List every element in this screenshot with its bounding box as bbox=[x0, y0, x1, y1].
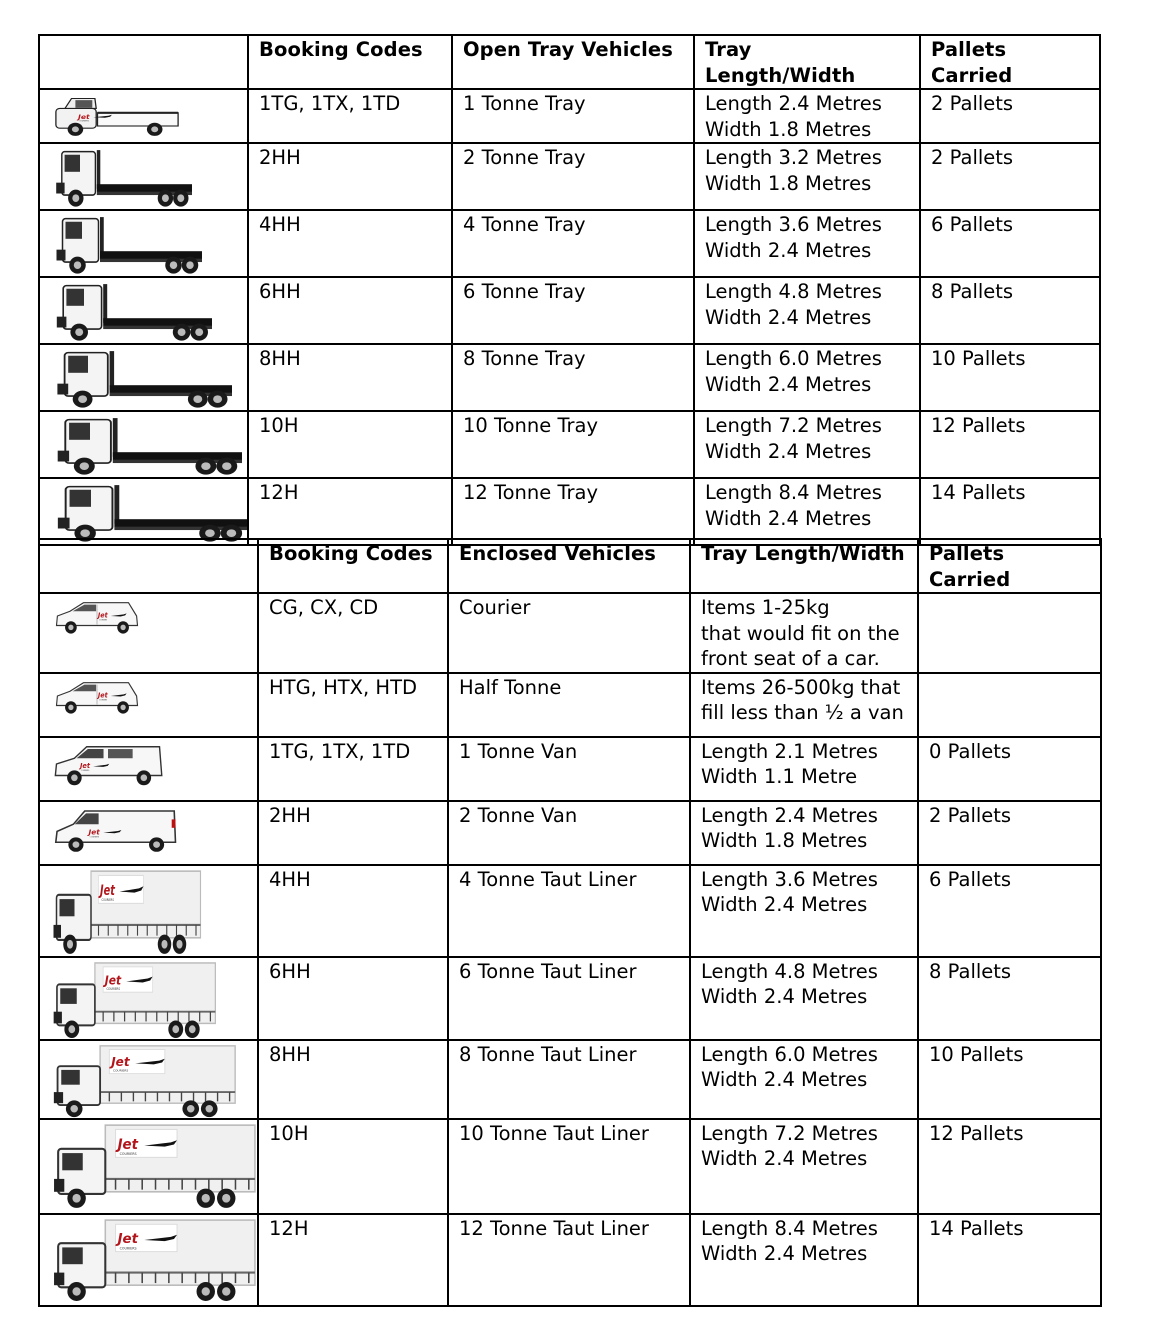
small-van-icon bbox=[40, 674, 257, 715]
dims-line: Width 1.8 Metres bbox=[705, 171, 872, 195]
tray-truck-icon bbox=[40, 211, 247, 276]
header-booking-codes: Booking Codes bbox=[258, 539, 448, 593]
dims-line: Width 2.4 Metres bbox=[705, 238, 872, 262]
svg-text:COURIERS: COURIERS bbox=[81, 769, 90, 772]
svg-text:Jet: Jet bbox=[104, 972, 122, 988]
dims-line: Width 2.4 Metres bbox=[705, 439, 872, 463]
vehicle-name-cell: 12 Tonne Tray bbox=[452, 478, 694, 545]
pallets-cell: 2 Pallets bbox=[920, 89, 1100, 143]
vehicle-image-cell bbox=[39, 1040, 258, 1119]
table-row bbox=[39, 344, 1100, 411]
svg-text:COURIERS: COURIERS bbox=[89, 836, 100, 838]
booking-code-cell: 2HH bbox=[258, 801, 448, 865]
header-tray-length-width: Tray Length/Width bbox=[694, 35, 920, 89]
pallets-cell: 14 Pallets bbox=[920, 478, 1100, 545]
dims-line: Width 2.4 Metres bbox=[701, 893, 868, 916]
taut-liner-truck-icon bbox=[40, 1215, 257, 1302]
length-width-cell bbox=[690, 737, 918, 801]
dims-line: Length 8.4 Metres bbox=[705, 481, 882, 504]
vehicle-name-cell: 10 Tonne Taut Liner bbox=[448, 1119, 690, 1214]
svg-text:Jet: Jet bbox=[88, 826, 100, 836]
header-image-cell bbox=[39, 35, 248, 89]
pallets-cell: 12 Pallets bbox=[920, 411, 1100, 478]
vehicle-image-cell bbox=[39, 411, 248, 478]
booking-code-cell: 6HH bbox=[258, 957, 448, 1040]
vehicle-name-cell: 8 Tonne Tray bbox=[452, 344, 694, 411]
header-pallets-carried: Pallets Carried bbox=[918, 539, 1101, 593]
dims-line: Width 2.4 Metres bbox=[701, 1068, 868, 1091]
table-header-row bbox=[39, 539, 1101, 593]
length-width-cell bbox=[694, 344, 920, 411]
dims-line: Width 1.1 Metre bbox=[701, 765, 858, 788]
vehicle-image-cell bbox=[39, 673, 258, 737]
dims-line: Length 2.4 Metres bbox=[705, 92, 882, 115]
dims-line: Length 6.0 Metres bbox=[705, 347, 882, 370]
length-width-cell bbox=[694, 277, 920, 344]
svg-text:Jet: Jet bbox=[80, 761, 91, 770]
vehicle-image-cell bbox=[39, 89, 248, 143]
length-width-cell bbox=[690, 1040, 918, 1119]
booking-code-cell: 4HH bbox=[258, 865, 448, 957]
ute-tray-icon bbox=[40, 90, 247, 137]
length-width-cell bbox=[694, 210, 920, 277]
svg-text:COURIERS: COURIERS bbox=[119, 1245, 137, 1251]
vehicle-image-cell bbox=[39, 865, 258, 957]
dims-line: Items 26-500kg that bbox=[701, 675, 901, 699]
svg-text:Jet: Jet bbox=[111, 1054, 130, 1069]
taut-liner-truck-icon bbox=[40, 958, 257, 1039]
table-row bbox=[39, 478, 1100, 545]
vehicle-image-cell bbox=[39, 478, 248, 545]
dims-line: Width 1.8 Metres bbox=[701, 829, 868, 852]
table-row bbox=[39, 411, 1100, 478]
table-row bbox=[39, 865, 1101, 957]
booking-code-cell: 1TG, 1TX, 1TD bbox=[258, 737, 448, 801]
length-width-cell bbox=[690, 865, 918, 957]
pallets-cell: 6 Pallets bbox=[920, 210, 1100, 277]
vehicle-image-cell bbox=[39, 1119, 258, 1214]
booking-code-cell: 8HH bbox=[258, 1040, 448, 1119]
dims-line: Length 4.8 Metres bbox=[705, 280, 882, 303]
dims-line: Length 2.1 Metres bbox=[701, 739, 878, 763]
table-row bbox=[39, 210, 1100, 277]
taut-liner-truck-icon bbox=[40, 1120, 257, 1209]
vehicle-image-cell bbox=[39, 593, 258, 673]
vehicle-name-cell: 1 Tonne Tray bbox=[452, 89, 694, 143]
pallets-cell: 10 Pallets bbox=[920, 344, 1100, 411]
table-header-row bbox=[39, 35, 1100, 89]
open-tray-vehicles-table bbox=[38, 34, 1101, 546]
vehicle-image-cell bbox=[39, 801, 258, 865]
length-width-cell bbox=[690, 673, 918, 737]
length-width-cell bbox=[690, 1214, 918, 1306]
svg-text:Jet: Jet bbox=[78, 112, 90, 121]
dims-line: Width 2.4 Metres bbox=[705, 372, 872, 396]
pallets-cell: 6 Pallets bbox=[918, 865, 1101, 957]
pallets-cell: 14 Pallets bbox=[918, 1214, 1101, 1306]
booking-code-cell: CG, CX, CD bbox=[258, 593, 448, 673]
length-width-cell bbox=[694, 89, 920, 143]
svg-text:Jet: Jet bbox=[97, 690, 108, 700]
booking-code-cell: 6HH bbox=[248, 277, 452, 344]
vehicle-image-cell bbox=[39, 957, 258, 1040]
booking-code-cell: 12H bbox=[248, 478, 452, 545]
booking-code-cell: 10H bbox=[258, 1119, 448, 1214]
header-booking-codes: Booking Codes bbox=[248, 35, 452, 89]
dims-line: front seat of a car. bbox=[701, 647, 880, 670]
vehicle-name-cell: Half Tonne bbox=[448, 673, 690, 737]
dims-line: Width 2.4 Metres bbox=[705, 305, 872, 329]
enclosed-vehicles-table bbox=[38, 538, 1102, 1307]
vehicle-image-cell bbox=[39, 344, 248, 411]
length-width-cell bbox=[690, 957, 918, 1040]
dims-line: Length 3.6 Metres bbox=[701, 867, 878, 891]
booking-code-cell: 12H bbox=[258, 1214, 448, 1306]
length-width-cell bbox=[694, 143, 920, 210]
pallets-cell: 10 Pallets bbox=[918, 1040, 1101, 1119]
taut-liner-truck-icon bbox=[40, 866, 257, 955]
table-row bbox=[39, 143, 1100, 210]
svg-text:Jet: Jet bbox=[117, 1230, 138, 1247]
dims-line: Length 6.0 Metres bbox=[701, 1042, 878, 1066]
vehicle-image-cell bbox=[39, 143, 248, 210]
pallets-cell: 12 Pallets bbox=[918, 1119, 1101, 1214]
tray-truck-icon bbox=[40, 412, 247, 477]
table-row bbox=[39, 89, 1100, 143]
booking-code-cell: 8HH bbox=[248, 344, 452, 411]
svg-text:COURIERS: COURIERS bbox=[98, 699, 107, 702]
dims-line: Length 7.2 Metres bbox=[701, 1121, 878, 1145]
pallets-cell: 2 Pallets bbox=[920, 143, 1100, 210]
dims-line: Length 8.4 Metres bbox=[701, 1216, 878, 1240]
table-row bbox=[39, 957, 1101, 1040]
dims-line: Items 1-25kg bbox=[701, 596, 830, 619]
table-row bbox=[39, 673, 1101, 737]
dims-line: Length 3.6 Metres bbox=[705, 213, 882, 236]
length-width-cell bbox=[694, 478, 920, 545]
table-row bbox=[39, 1040, 1101, 1119]
dims-line: Length 3.2 Metres bbox=[705, 146, 882, 169]
tray-truck-icon bbox=[40, 278, 247, 343]
table-row bbox=[39, 801, 1101, 865]
table-row bbox=[39, 277, 1100, 344]
header-enclosed-vehicles: Enclosed Vehicles bbox=[448, 539, 690, 593]
svg-text:Jet: Jet bbox=[97, 611, 108, 620]
pallets-cell bbox=[918, 673, 1101, 737]
vehicle-image-cell bbox=[39, 1214, 258, 1306]
length-width-cell bbox=[690, 593, 918, 673]
vehicle-name-cell: 10 Tonne Tray bbox=[452, 411, 694, 478]
dims-line: Length 7.2 Metres bbox=[705, 414, 882, 437]
svg-text:COURIERS: COURIERS bbox=[101, 897, 114, 902]
vehicle-name-cell: 1 Tonne Van bbox=[448, 737, 690, 801]
large-van-icon bbox=[40, 802, 257, 853]
svg-text:COURIERS: COURIERS bbox=[79, 120, 89, 123]
vehicle-name-cell: 12 Tonne Taut Liner bbox=[448, 1214, 690, 1306]
table-row bbox=[39, 593, 1101, 673]
van-icon bbox=[40, 738, 257, 787]
svg-text:COURIERS: COURIERS bbox=[106, 986, 121, 991]
dims-line: Width 2.4 Metres bbox=[701, 1242, 868, 1265]
dims-line: that would fit on the bbox=[701, 621, 900, 645]
header-open-tray-vehicles: Open Tray Vehicles bbox=[452, 35, 694, 89]
booking-code-cell: 10H bbox=[248, 411, 452, 478]
table-row bbox=[39, 737, 1101, 801]
dims-line: Width 2.4 Metres bbox=[705, 506, 872, 530]
vehicle-name-cell: 4 Tonne Taut Liner bbox=[448, 865, 690, 957]
svg-text:COURIERS: COURIERS bbox=[98, 619, 107, 622]
svg-text:COURIERS: COURIERS bbox=[113, 1068, 129, 1073]
booking-code-cell: 2HH bbox=[248, 143, 452, 210]
length-width-cell bbox=[690, 1119, 918, 1214]
vehicle-name-cell: 6 Tonne Taut Liner bbox=[448, 957, 690, 1040]
vehicle-name-cell: 4 Tonne Tray bbox=[452, 210, 694, 277]
header-tray-length-width: Tray Length/Width bbox=[690, 539, 918, 593]
booking-code-cell: 4HH bbox=[248, 210, 452, 277]
dims-line: Length 4.8 Metres bbox=[701, 959, 878, 983]
table-row bbox=[39, 1214, 1101, 1306]
dims-line: Length 2.4 Metres bbox=[701, 803, 878, 827]
vehicle-name-cell: 2 Tonne Tray bbox=[452, 143, 694, 210]
tray-truck-icon bbox=[40, 479, 247, 544]
vehicle-name-cell: 6 Tonne Tray bbox=[452, 277, 694, 344]
vehicle-name-cell: 8 Tonne Taut Liner bbox=[448, 1040, 690, 1119]
dims-line: Width 2.4 Metres bbox=[701, 1147, 868, 1170]
pallets-cell: 8 Pallets bbox=[918, 957, 1101, 1040]
booking-code-cell: 1TG, 1TX, 1TD bbox=[248, 89, 452, 143]
dims-line: Width 1.8 Metres bbox=[705, 117, 872, 141]
header-image-cell bbox=[39, 539, 258, 593]
length-width-cell bbox=[690, 801, 918, 865]
vehicle-image-cell bbox=[39, 277, 248, 344]
table-row bbox=[39, 1119, 1101, 1214]
dims-line: Width 2.4 Metres bbox=[701, 985, 868, 1008]
pallets-cell: 0 Pallets bbox=[918, 737, 1101, 801]
pallets-cell: 2 Pallets bbox=[918, 801, 1101, 865]
svg-text:COURIERS: COURIERS bbox=[119, 1151, 137, 1156]
header-pallets-carried: Pallets Carried bbox=[920, 35, 1100, 89]
taut-liner-truck-icon bbox=[40, 1041, 257, 1118]
vehicle-name-cell: Courier bbox=[448, 593, 690, 673]
booking-code-cell: HTG, HTX, HTD bbox=[258, 673, 448, 737]
vehicle-image-cell bbox=[39, 737, 258, 801]
tray-truck-icon bbox=[40, 144, 247, 209]
svg-text:Jet: Jet bbox=[100, 881, 115, 898]
small-van-icon bbox=[40, 594, 257, 635]
pallets-cell: 8 Pallets bbox=[920, 277, 1100, 344]
pallets-cell bbox=[918, 593, 1101, 673]
dims-line: fill less than ½ a van bbox=[701, 701, 904, 724]
vehicle-name-cell: 2 Tonne Van bbox=[448, 801, 690, 865]
length-width-cell bbox=[694, 411, 920, 478]
tray-truck-icon bbox=[40, 345, 247, 410]
svg-text:Jet: Jet bbox=[117, 1136, 138, 1153]
vehicle-image-cell bbox=[39, 210, 248, 277]
